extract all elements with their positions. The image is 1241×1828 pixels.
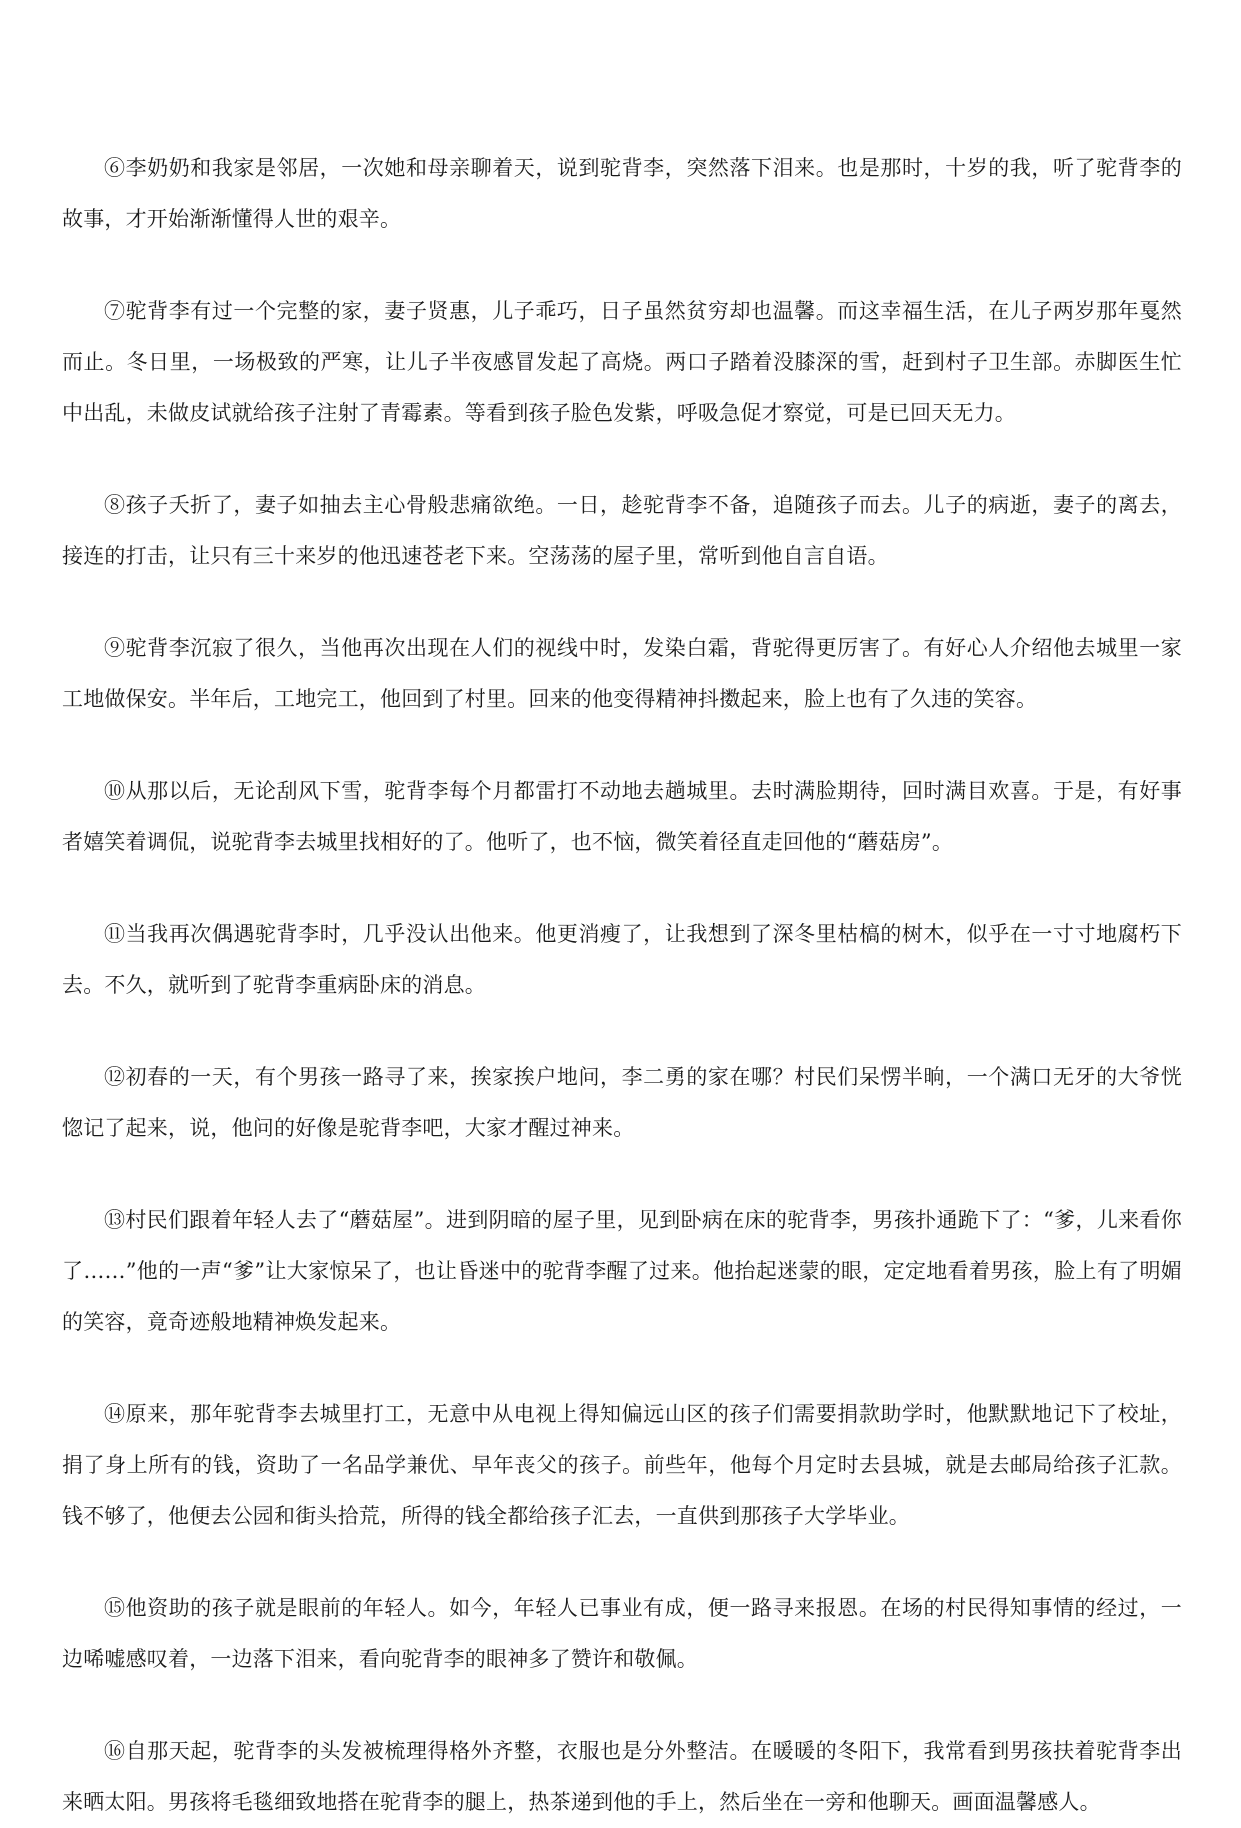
paragraph-7: ⑦驼背李有过一个完整的家，妻子贤惠，儿子乖巧，日子虽然贫穷却也温馨。而这幸福生活，在儿子两岁那年戛然而止。冬日里，一场极致的严寒，让儿子半夜感冒发起了高烧。两口子踏着没膝深的雪，赶到村子卫生部。赤脚医生忙中出乱，未做皮试就给孩子注射了青霉素。等看到孩子脸色发紫，呼吸急促才察觉，可是已回天无力。 <box>62 299 1182 425</box>
paragraph-16: ⑯自那天起，驼背李的头发被梳理得格外齐整，衣服也是分外整洁。在暖暖的冬阳下，我常看到男孩扶着驼背李出来晒太阳。男孩将毛毯细致地搭在驼背李的腿上，热茶递到他的手上，然后坐在一旁和他聊天。画面温馨感人。 <box>62 1739 1182 1814</box>
paragraph-9: ⑨驼背李沉寂了很久，当他再次出现在人们的视线中时，发染白霜，背驼得更厉害了。有好心人介绍他去城里一家工地做保安。半年后，工地完工，他回到了村里。回来的他变得精神抖擞起来，脸上也有了久违的笑容。 <box>62 636 1182 711</box>
paragraph-13: ⑬村民们跟着年轻人去了“蘑菇屋”。进到阴暗的屋子里，见到卧病在床的驼背李，男孩扑通跪下了：“爹，儿来看你了……”他的一声“爹”让大家惊呆了，也让昏迷中的驼背李醒了过来。他抬起迷蒙的眼，定定地看着男孩，脸上有了明媚的笑容，竟奇迹般地精神焕发起来。 <box>62 1208 1182 1334</box>
story-text-body <box>62 143 1182 1828</box>
paragraph-10: ⑩从那以后，无论刮风下雪，驼背李每个月都雷打不动地去趟城里。去时满脸期待，回时满目欢喜。于是，有好事者嬉笑着调侃，说驼背李去城里找相好的了。他听了，也不恼，微笑着径直走回他的“蘑菇房”。 <box>62 779 1182 854</box>
paragraph-8: ⑧孩子夭折了，妻子如抽去主心骨般悲痛欲绝。一日，趁驼背李不备，追随孩子而去。儿子的病逝，妻子的离去，接连的打击，让只有三十来岁的他迅速苍老下来。空荡荡的屋子里，常听到他自言自语。 <box>62 493 1182 568</box>
paragraph-11: ⑪当我再次偶遇驼背李时，几乎没认出他来。他更消瘦了，让我想到了深冬里枯槁的树木，似乎在一寸寸地腐朽下去。不久，就听到了驼背李重病卧床的消息。 <box>62 922 1182 997</box>
paragraph-12: ⑫初春的一天，有个男孩一路寻了来，挨家挨户地问，李二勇的家在哪？村民们呆愣半晌，一个满口无牙的大爷恍惚记了起来，说，他问的好像是驼背李吧，大家才醒过神来。 <box>62 1065 1182 1140</box>
paragraph-14: ⑭原来，那年驼背李去城里打工，无意中从电视上得知偏远山区的孩子们需要捐款助学时，他默默地记下了校址，捐了身上所有的钱，资助了一名品学兼优、早年丧父的孩子。前些年，他每个月定时去县城，就是去邮局给孩子汇款。钱不够了，他便去公园和街头拾荒，所得的钱全都给孩子汇去，一直供到那孩子大学毕业。 <box>62 1402 1182 1528</box>
paragraph-15: ⑮他资助的孩子就是眼前的年轻人。如今，年轻人已事业有成，便一路寻来报恩。在场的村民得知事情的经过，一边唏嘘感叹着，一边落下泪来，看向驼背李的眼神多了赞许和敬佩。 <box>62 1596 1182 1671</box>
paragraph-6: ⑥李奶奶和我家是邻居，一次她和母亲聊着天，说到驼背李，突然落下泪来。也是那时，十岁的我，听了驼背李的故事，才开始渐渐懂得人世的艰辛。 <box>62 156 1182 231</box>
